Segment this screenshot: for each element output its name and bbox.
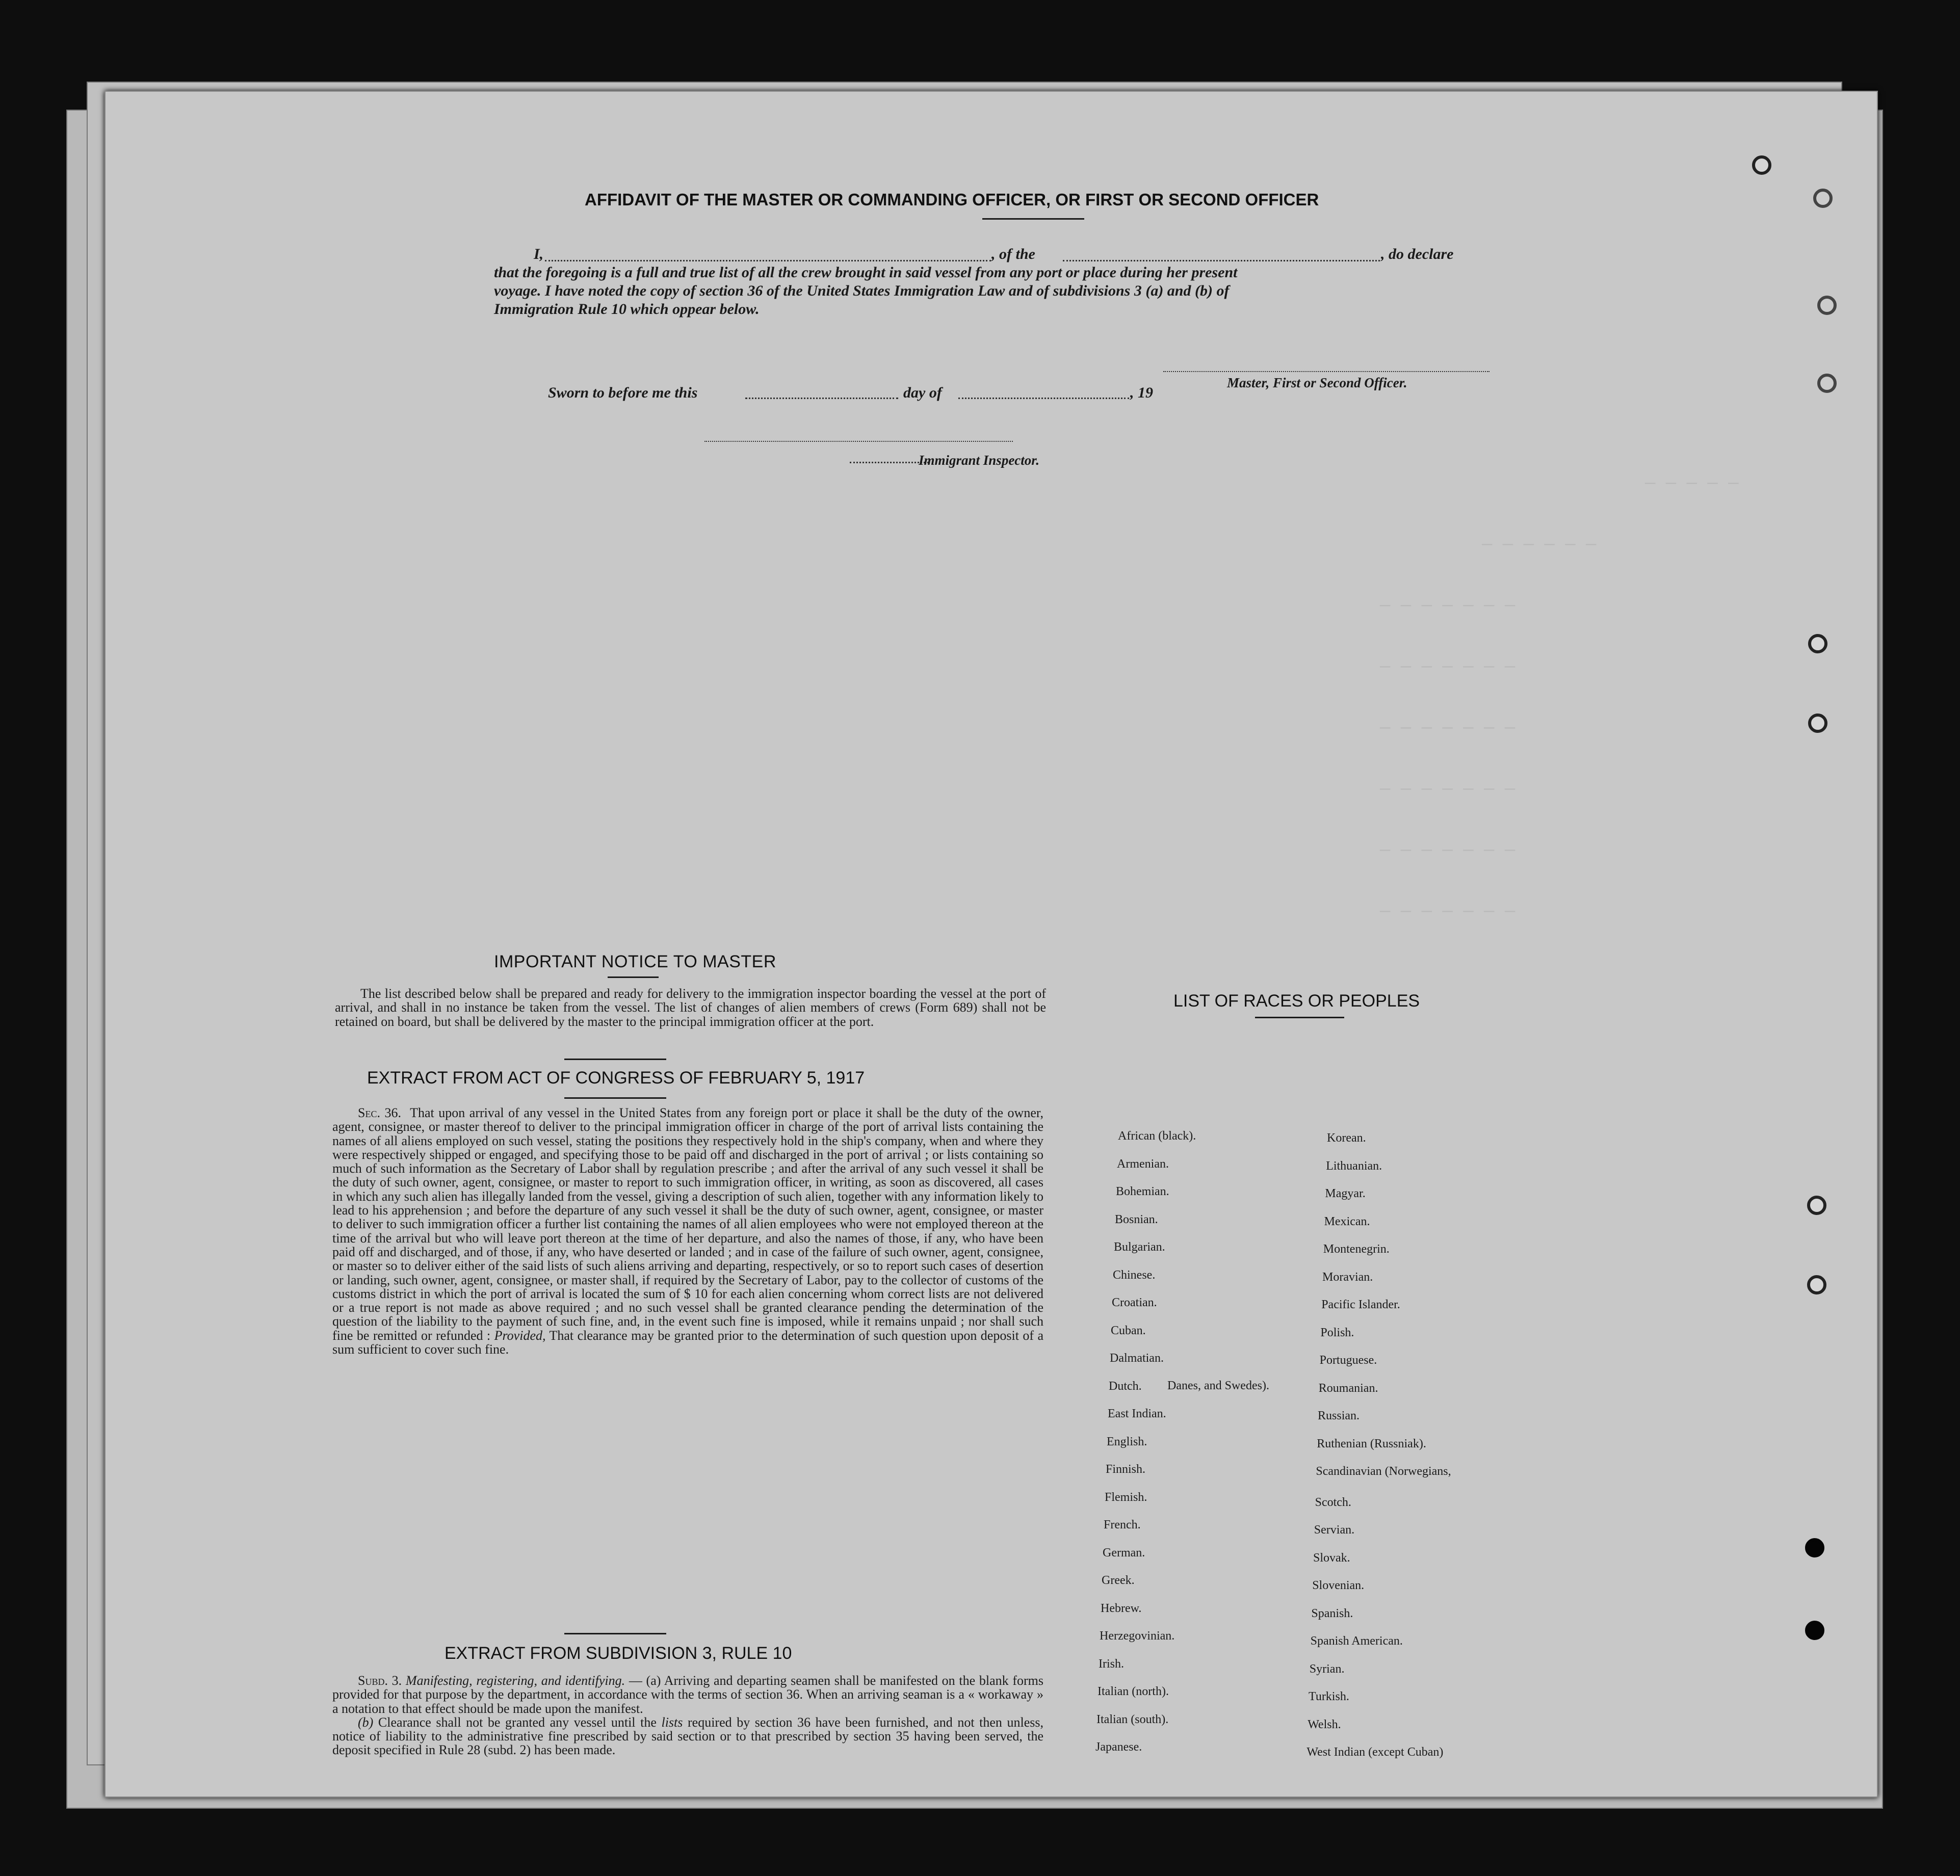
race-item: Spanish. bbox=[1311, 1606, 1353, 1620]
race-item: Armenian. bbox=[1117, 1157, 1169, 1171]
vessel-name-line[interactable] bbox=[1063, 260, 1380, 261]
provided-word: Provided, bbox=[494, 1328, 546, 1343]
act-title-rule bbox=[564, 1097, 666, 1099]
binder-hole-4 bbox=[1817, 374, 1837, 393]
race-item: Portuguese. bbox=[1319, 1354, 1377, 1367]
race-item: Italian (south). bbox=[1096, 1712, 1169, 1726]
race-item: East Indian. bbox=[1108, 1407, 1166, 1420]
binder-hole-9 bbox=[1805, 1538, 1824, 1557]
year-label: , 19 bbox=[1130, 384, 1153, 401]
notice-paragraph: The list described below shall be prepared and ready for delivery to the immigration inspector boarding the vessel at the port of arrival, and shall in no instance be taken from the vessel. The list of changes of alien members of crews (Form 689) shall not be retained on board, but shall be delivered by the master to the principal immigration officer at the port. bbox=[335, 986, 1046, 1029]
binder-hole-5 bbox=[1808, 634, 1827, 653]
race-item: Turkish. bbox=[1309, 1690, 1349, 1703]
notice-title-rule bbox=[608, 976, 659, 978]
race-item: Roumanian. bbox=[1318, 1381, 1378, 1395]
affidavit-title: AFFIDAVIT OF THE MASTER OR COMMANDING OFFICER, OR FIRST OR SECOND OFFICER bbox=[585, 190, 1319, 209]
rule-subd-b bbox=[332, 1715, 1043, 1757]
race-item: German. bbox=[1103, 1546, 1145, 1560]
race-item: Flemish. bbox=[1105, 1490, 1147, 1504]
binder-hole-10 bbox=[1805, 1621, 1824, 1640]
affidavit-i: I, bbox=[534, 246, 544, 262]
subd-b-marker: (b) bbox=[358, 1714, 374, 1730]
sworn-month-line[interactable] bbox=[958, 398, 1129, 399]
race-item: Mexican. bbox=[1324, 1214, 1370, 1228]
inspector-signature-label: Immigrant Inspector. bbox=[919, 453, 1040, 468]
act-title: EXTRACT FROM ACT OF CONGRESS OF FEBRUARY 5, 1917 bbox=[367, 1068, 865, 1088]
subd-a-text: Arriving and departing seamen shall be manifested on the blank forms provided for that purpose by the department, in accordance with the terms of section 36. When an arriving seaman is a « workaway » a notation to that effect should be made upon the manifest. bbox=[332, 1673, 1043, 1716]
race-item: Dutch. bbox=[1109, 1379, 1142, 1393]
race-item: French. bbox=[1104, 1518, 1141, 1531]
subd-heading: Manifesting, registering, and identifying. bbox=[405, 1673, 625, 1688]
affidavit-of-the: , of the bbox=[991, 246, 1035, 262]
race-item: Dalmatian. bbox=[1110, 1352, 1164, 1365]
race-item: Montenegrin. bbox=[1323, 1243, 1390, 1256]
sec-text-end: That clearance may be granted prior to the determination of such question upon deposit of a sum sufficient to cover such fine. bbox=[332, 1328, 1044, 1357]
act-text bbox=[332, 1106, 1043, 1356]
race-item: Scandinavian (Norwegians, bbox=[1316, 1465, 1451, 1478]
races-title-rule bbox=[1255, 1017, 1344, 1018]
race-item: Pacific Islander. bbox=[1321, 1298, 1400, 1311]
affidavit-line-4: Immigration Rule 10 which oppear below. bbox=[494, 301, 760, 318]
notice-text bbox=[335, 987, 1046, 1028]
races-title: LIST OF RACES OR PEOPLES bbox=[1173, 991, 1420, 1011]
inspector-signature-line[interactable] bbox=[704, 441, 1013, 442]
race-item: Cuban. bbox=[1111, 1324, 1146, 1337]
subd-b-lists: lists bbox=[661, 1714, 683, 1730]
sec-label: Sec. 36. bbox=[358, 1105, 401, 1120]
master-signature-label: Master, First or Second Officer. bbox=[1227, 375, 1407, 390]
binder-hole-3 bbox=[1817, 296, 1837, 315]
race-item: Scotch. bbox=[1315, 1495, 1351, 1509]
rule-top-rule bbox=[564, 1633, 666, 1634]
day-of-label: day of bbox=[903, 384, 942, 401]
race-item: Servian. bbox=[1314, 1523, 1355, 1537]
race-item: Bulgarian. bbox=[1114, 1240, 1165, 1254]
affidavit-do-declare: , do declare bbox=[1381, 246, 1454, 262]
subd-b-text-2: required by section 36 have been furnished, and not then unless, notice of liability to the administrative fine prescribed by said section or to that prescribed by section 35 having been served, the deposit specified in Rule 28 (subd. 2) has been made. bbox=[332, 1714, 1044, 1758]
master-signature-line[interactable] bbox=[1163, 371, 1489, 372]
race-item: Greek. bbox=[1102, 1574, 1135, 1587]
race-item: Bohemian. bbox=[1116, 1185, 1169, 1198]
master-name-line[interactable] bbox=[545, 260, 991, 261]
sworn-label: Sworn to before me this bbox=[548, 384, 698, 401]
race-item: Slovenian. bbox=[1312, 1579, 1365, 1592]
race-item: Ruthenian (Russniak). bbox=[1317, 1437, 1426, 1450]
notice-title: IMPORTANT NOTICE TO MASTER bbox=[494, 952, 776, 971]
race-item: Japanese. bbox=[1095, 1740, 1142, 1754]
affidavit-title-rule bbox=[982, 218, 1084, 220]
form-page: — — — — — — — — — — — — — — — — — — — — — — — — — — — — — — — — — — — — — — — — — — — — — — — — — — — — — AFFIDAVIT OF THE MASTER OR COMMANDING OFFICER, OR FIRST OR SECOND OFFICER I, , of the , do declare that the foregoing is a full and true list of all the crew brought in said vessel from any port or place during her present voyage. I have noted the copy of section 36 of the United States Immigration Law and of subdivisions 3 (a) and (b) of Immigration Rule 10 which oppear below. Master, First or Second Officer. Sworn to before me this day of , 19 Immigrant Inspector. IMPORTANT NOTICE TO MASTER The list described below shall be prepared and ready for delivery to the immigration inspector boarding the vessel at the port of arrival, and shall in no instance be taken from the vessel. The list of changes of alien members of crews (Form 689) shall not be retained on board, but shall be delivered by the master to the principal immigration officer at the port. EXTRACT FROM ACT OF CONGRESS OF FEBRUARY 5, 1917 Sec. 36. That upon arrival of any vessel in the United States from any foreign port or place it shall be the duty of the owner, agent, consignee, or master thereof to deliver to the principal immigration officer in charge of the port of arrival lists containing the names of all aliens employed on such vessel, stating the positions they respectively hold in the ship's company, when and where they were respectively shipped or engaged, and specifying those to be paid off and discharged in the port of arrival ; or lists containing so much of such information as the Secretary of Labor shall by regulation prescribe ; and after the arrival of any such vessel it shall be the duty of such owner, agent, consignee, or master to report to such immigration officer, in writing, as soon as discovered, all cases in which any such alien has illegally landed from the vessel, giving a description of such alien, together with any information likely to lead to his apprehension ; and before the departure of any such vessel it shall be the duty of such owner, agent, consignee, or master to deliver to such immigration officer a further list containing the names of all alien employees who were not employed thereon at the time of the arrival but who will leave port thereon at the time of her departure, and also the names of those, if any, who have been paid off and discharged, and of those, if any, who have deserted or landed ; and in case of the failure of such owner, agent, consignee, or master so to deliver either of the said lists of such aliens arriving and departing, respectively, or so to report such cases of desertion or landing, such owner, agent, consignee, or master shall, if required by the Secretary of Labor, pay to the collector of customs of the customs district in which the port of arrival is located the sum of $ 10 for each alien concerning whom correct lists are not delivered or a true report is not made as above required ; and no such vessel shall be granted clearance pending the determination of the question of the liability to the payment of such fine, and, in the event such fine is imposed, while it remains unpaid ; nor shall such fine be remitted or refunded : Provided, That clearance may be granted prior to the determination of such question upon deposit of a sum sufficient to cover such fine. EXTRACT FROM SUBDIVISION 3, RULE 10 Subd. 3. Manifesting, registering, and identifying. — (a) Arriving and departing seamen shall be manifested on the blank forms provided for that purpose by the department, in accordance with the terms of section 36. When an arriving seaman is a « workaway » a notation to that effect should be made upon the manifest. (b) Clearance shall not be granted any vessel until the lists required by section 36 have been furnished, and not then unless, notice of liability to the administrative fine prescribed by said section or to that prescribed by section 35 having been served, the deposit specified in Rule 28 (subd. 2) has been made. LIST OF RACES OR PEOPLES Danes, and Swedes). African (black). Armenian. Bohemian. Bosnian. Bulgarian. Chinese. Croatian. Cuban. Dalmatian. Dutch. East Indian. English. Finnish. Flemish. French. German. Greek. Hebrew. Herzegovinian. Irish. Italian (north). Italian (south). Japanese. Korean. Lithuanian. Magyar. Mexican. Montenegrin. Moravian. Pacific Islander. Polish. Portuguese. Roumanian. Russian. Ruthenian (Russniak). Scandinavian (Norwegians, Scotch. Servian. Slovak. Slovenian. Spanish. Spanish American. Syrian. Turkish. Welsh. West Indian (except Cuban) bbox=[104, 91, 1878, 1798]
binder-hole-6 bbox=[1808, 714, 1827, 733]
race-item: Croatian. bbox=[1112, 1296, 1157, 1309]
binder-hole-1 bbox=[1752, 155, 1771, 175]
race-item: Bosnian. bbox=[1115, 1212, 1158, 1226]
race-item: Russian. bbox=[1318, 1409, 1360, 1422]
race-item: Korean. bbox=[1327, 1131, 1366, 1145]
race-item: English. bbox=[1107, 1435, 1147, 1448]
race-item: Polish. bbox=[1320, 1326, 1354, 1339]
act-sec-36-paragraph bbox=[332, 1106, 1043, 1356]
act-top-rule bbox=[564, 1059, 666, 1060]
rule-subd-a bbox=[332, 1674, 1043, 1715]
race-item: Magyar. bbox=[1325, 1187, 1366, 1200]
race-item: Spanish American. bbox=[1310, 1634, 1403, 1648]
race-item: Syrian. bbox=[1309, 1662, 1345, 1676]
rule-text bbox=[332, 1674, 1043, 1757]
sec-text: That upon arrival of any vessel in the United States from any foreign port or place it shall be the duty of the owner, agent, consignee, or master thereof to deliver to the principal immigration officer in charge of the port of arrival lists containing the names of all aliens employed on such vessel, stating the positions they respectively hold in the ship's company, when and where they were respectively shipped or engaged, and specifying those to be paid off and discharged in the port of arrival ; or lists containing so much of such information as the Secretary of Labor shall by regulation prescribe ; and after the arrival of any such vessel it shall be the duty of such owner, agent, consignee, or master to report to such immigration officer, in writing, as soon as discovered, all cases in which any such alien has illegally landed from the vessel, giving a description of such alien, together with any information likely to lead to his apprehension ; and before the departure of any such vessel it shall be the duty of such owner, agent, consignee, or master to deliver to such immigration officer a further list containing the names of all alien employees who were not employed thereon at the time of the arrival but who will leave port thereon at the time of her departure, and also the names of those, if any, who have been paid off and discharged, and of those, if any, who have deserted or landed ; and in case of the failure of such owner, agent, consignee, or master so to deliver either of the said lists of such aliens arriving and departing, respectively, or so to report such cases of desertion or landing, such owner, agent, consignee, or master shall, if required by the Secretary of Labor, pay to the collector of customs of the customs district in which the port of arrival is located the sum of $ 10 for each alien concerning whom correct lists are not delivered or a true report is not made as above required ; and no such vessel shall be granted clearance pending the determination of the question of the liability to the payment of such fine, and, in the event such fine is imposed, while it remains unpaid ; nor shall such fine be remitted or refunded : bbox=[332, 1105, 1043, 1343]
subd-b-text-1: Clearance shall not be granted any vessel until the bbox=[378, 1714, 657, 1730]
race-item: Herzegovinian. bbox=[1100, 1629, 1175, 1643]
binder-hole-8 bbox=[1807, 1275, 1826, 1294]
race-item: Chinese. bbox=[1113, 1268, 1156, 1282]
race-item: Lithuanian. bbox=[1326, 1159, 1382, 1173]
affidavit-line-3: voyage. I have noted the copy of section 36 of the United States Immigration Law and of subdivisions 3 (a) and (b) of bbox=[494, 282, 1230, 299]
binder-hole-7 bbox=[1807, 1196, 1826, 1215]
race-item: Finnish. bbox=[1106, 1463, 1146, 1476]
subd-a-marker: — (a) bbox=[629, 1673, 661, 1688]
race-item: Hebrew. bbox=[1101, 1601, 1142, 1615]
race-item: African (black). bbox=[1118, 1129, 1196, 1143]
race-scandinavian-continued: Danes, and Swedes). bbox=[1167, 1379, 1269, 1392]
rule-title: EXTRACT FROM SUBDIVISION 3, RULE 10 bbox=[445, 1644, 792, 1663]
sworn-day-line[interactable] bbox=[745, 398, 898, 399]
race-item: Moravian. bbox=[1322, 1270, 1373, 1284]
race-item: Welsh. bbox=[1308, 1718, 1341, 1731]
race-item: West Indian (except Cuban) bbox=[1306, 1746, 1444, 1759]
binder-hole-2 bbox=[1813, 189, 1833, 208]
subd-label: Subd. 3. bbox=[358, 1673, 402, 1688]
inspector-signature-dots bbox=[850, 462, 929, 463]
race-item: Irish. bbox=[1099, 1657, 1124, 1671]
race-item: Italian (north). bbox=[1097, 1685, 1169, 1698]
race-item: Slovak. bbox=[1313, 1551, 1350, 1565]
affidavit-line-2: that the foregoing is a full and true list of all the crew brought in said vessel from any port or place during her present bbox=[494, 264, 1238, 281]
